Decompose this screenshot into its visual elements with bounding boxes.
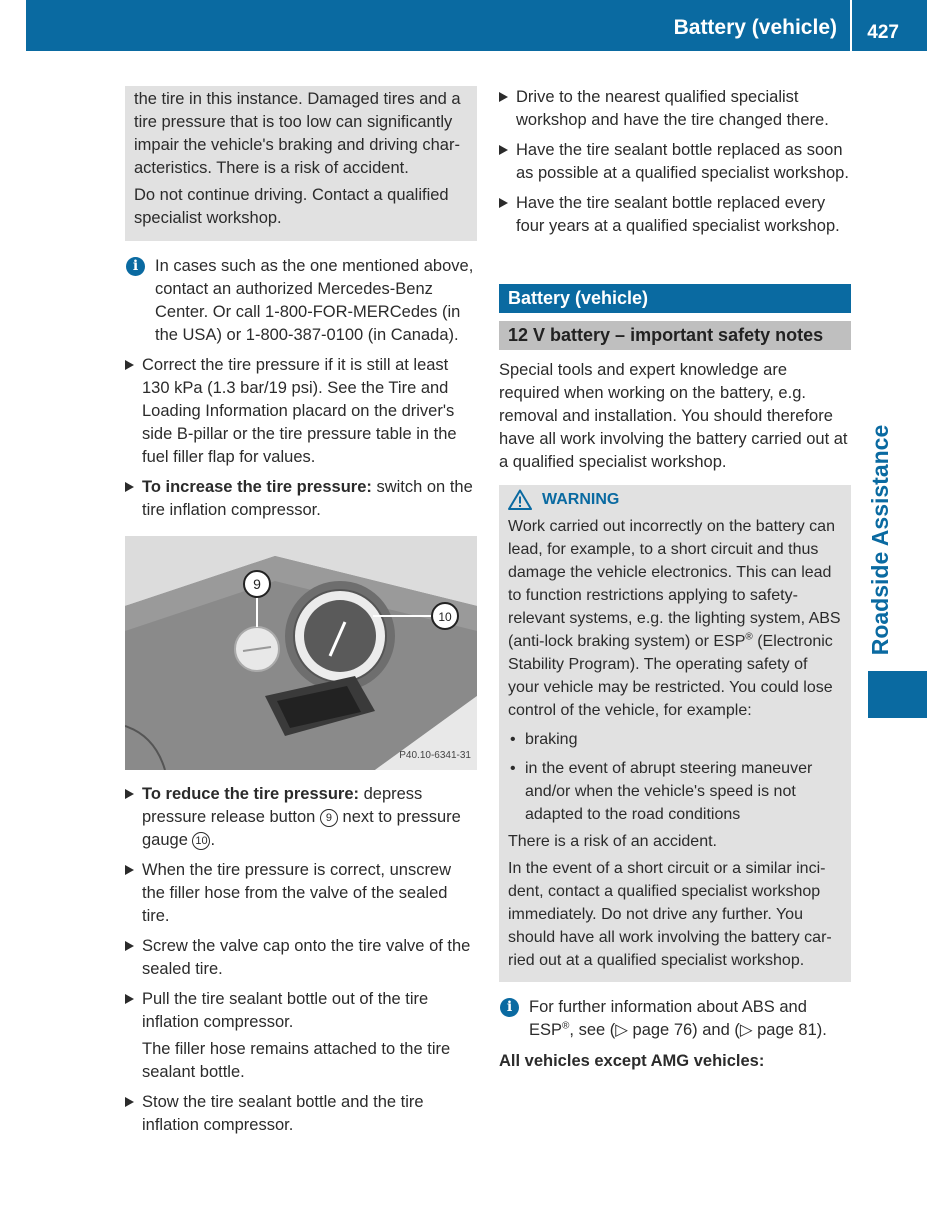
arrow-step-icon	[125, 360, 134, 370]
step-stow	[125, 1091, 477, 1137]
step-replace-four-years	[499, 192, 851, 238]
header-divider	[850, 0, 852, 51]
callout-9: 9	[253, 576, 261, 592]
step-text: switch on the tire inflation compressor.	[142, 478, 473, 519]
header-title: Battery (vehicle)	[673, 16, 837, 39]
page-number: 427	[867, 22, 899, 43]
callout-10: 10	[438, 610, 452, 624]
left-column	[125, 86, 477, 1137]
compressor-photo	[125, 536, 477, 770]
warning-bullet-2: • in the event of abrupt steering maneuver and/or when the vehicle's speed is not adapted to the road conditions	[508, 757, 842, 826]
vehicles-heading: All vehicles except AMG vehicles:	[499, 1052, 765, 1070]
warning-bullet-1: • braking	[508, 728, 842, 751]
step-text: next to pressure gauge	[142, 808, 461, 849]
warning-p1-text: (Electronic Stability Program). The operating safety of your vehicle may be restricted. You could lose control of the vehicle, for example:	[508, 633, 833, 719]
registered-mark: ®	[745, 631, 753, 643]
warning-continuation-box	[125, 86, 477, 241]
right-column	[499, 86, 851, 1073]
side-tab-label	[860, 420, 900, 660]
info-note-abs	[499, 996, 851, 1042]
registered-mark: ®	[562, 1020, 570, 1032]
section-title: Battery (vehicle)	[499, 284, 851, 313]
step-increase-pressure	[125, 476, 477, 522]
step-text: Have the tire sealant bottle replaced as soon as possible at a qualified specialist workshop.	[516, 141, 849, 182]
warning-p1-text: Work carried out incorrectly on the battery can lead, for example, to a short circuit and thus damage the vehicle electronics. This can lead to function restrictions applying to safety-relevant systems, e.g. the lighting system, ABS (anti-lock braking system) or ESP	[508, 518, 841, 650]
step-pull-bottle	[125, 988, 477, 1034]
info-icon: i	[500, 998, 519, 1017]
side-tab-text: Roadside Assistance	[867, 424, 893, 656]
arrow-step-icon	[125, 789, 134, 799]
compressor-illustration	[125, 536, 477, 770]
step-text: Pull the tire sealant bottle out of the tire inflation compressor.	[142, 990, 429, 1031]
photo-code: P40.10-6341-31	[399, 750, 471, 761]
info-note	[125, 255, 477, 347]
arrow-step-icon	[125, 865, 134, 875]
warning-cont-p1: the tire in this instance. Damaged tires and a tire pressure that is too low can significantly impair the vehicle's braking and driving characteristics. There is a risk of accident.	[134, 90, 461, 177]
step-text: Screw the valve cap onto the tire valve of the sealed tire.	[142, 937, 471, 978]
step-text: Stow the tire sealant bottle and the tire inflation compressor.	[142, 1093, 424, 1134]
warning-box	[499, 485, 851, 982]
step-text: .	[210, 831, 216, 849]
arrow-step-icon	[499, 198, 508, 208]
warning-title: WARNING	[542, 491, 620, 508]
arrow-step-icon	[125, 1097, 134, 1107]
warning-p3: In the event of a short circuit or a similar incident, contact a qualified specialist workshop immediately. Do not drive any further. You should have all work involving the battery carried out at a qualified specialist workshop.	[508, 860, 832, 969]
step-text: depress pressure release button	[142, 785, 423, 826]
arrow-step-icon	[125, 482, 134, 492]
ref-gauge-10: 10	[192, 832, 210, 850]
step-text: When the tire pressure is correct, unscrew the filler hose from the valve of the sealed tire.	[142, 861, 452, 925]
step-replace-soon	[499, 139, 851, 185]
info-text-b: , see (▷ page 76) and (▷ page 81).	[569, 1021, 827, 1039]
arrow-step-icon	[499, 92, 508, 102]
warning-p1	[508, 515, 842, 722]
step-text: Correct the tire pressure if it is still at least 130 kPa (1.3 bar/19 psi). See the Tire and Loading Information placard on the driver's side B-pillar or the tire pressure table in the fuel filler flap for values.	[142, 356, 457, 466]
step-screw-cap	[125, 935, 477, 981]
subsection-title: 12 V battery – important safety notes	[499, 321, 851, 350]
step-reduce-pressure	[125, 783, 477, 852]
step-drive-workshop	[499, 86, 851, 132]
step-text: Have the tire sealant bottle replaced every four years at a qualified specialist workshop.	[516, 194, 840, 235]
side-tab-marker	[868, 671, 927, 718]
ref-button-9: 9	[320, 809, 338, 827]
page-header	[26, 0, 927, 51]
info-text-a: For further information about ABS and ESP	[529, 998, 807, 1039]
warning-header	[508, 488, 842, 511]
info-text: In cases such as the one mentioned above, contact an authorized Mercedes-Benz Center. Or call 1-800-FOR-MERCedes (in the USA) or 1-800-387-0100 (in Canada).	[155, 257, 474, 344]
step-bold-label: To reduce the tire pressure:	[142, 785, 360, 803]
warning-p2: There is a risk of an accident.	[508, 833, 717, 850]
step-correct-pressure	[125, 354, 477, 469]
arrow-step-icon	[125, 941, 134, 951]
arrow-step-icon	[125, 994, 134, 1004]
arrow-step-icon	[499, 145, 508, 155]
battery-intro: Special tools and expert knowledge are required when working on the battery, e.g. removal and installation. You should therefore have all work involving the battery carried out at a qualified specialist workshop.	[499, 361, 848, 471]
info-icon: i	[126, 257, 145, 276]
warning-cont-p2: Do not continue driving. Contact a qualified specialist workshop.	[134, 186, 449, 227]
step-bold-label: To increase the tire pressure:	[142, 478, 372, 496]
step-pull-note: The filler hose remains attached to the tire sealant bottle.	[142, 1040, 451, 1081]
info-text	[516, 996, 851, 1042]
step-unscrew-hose	[125, 859, 477, 928]
step-text: Drive to the nearest qualified specialist workshop and have the tire changed there.	[516, 88, 829, 129]
warning-triangle-icon	[508, 489, 532, 510]
